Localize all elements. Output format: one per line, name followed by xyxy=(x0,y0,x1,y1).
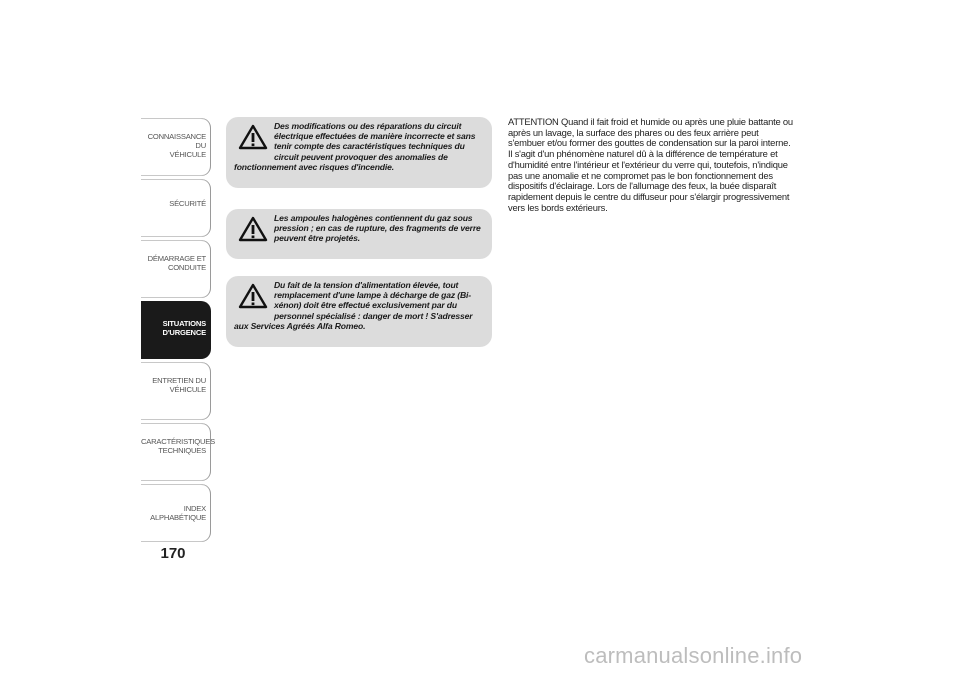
tab-label-line1: CONNAISSANCE DU xyxy=(147,132,206,150)
attention-paragraph: ATTENTION Quand il fait froid et humide ou après une pluie battante ou après un lavage, la surface des phares ou des feux arrière peut s'embuer et/ou former des gouttes de condensation sur la paroi interne. Il s'agit d'un phénomène naturel dû à la différence de température et d'humidité entre l'intérieur et l'extérieur du verre qui, toutefois, n'indique pas une anomalie et ne compromet pas le bon fonctionnement des dispositifs d'éclairage. Lors de l'allumage des feux, la buée disparaît rapidement depuis le centre du diffuseur pour s'élargir progressivement vers les bords extérieurs. xyxy=(508,116,793,213)
tab-label-line2: ALPHABÉTIQUE xyxy=(150,513,206,522)
tab-label-line1: CARACTÉRISTIQUES xyxy=(141,437,216,446)
tab-label-line1: INDEX xyxy=(183,504,206,513)
warning-box xyxy=(226,209,492,259)
warning-text: Les ampoules halogènes contiennent du gaz sous pression ; en cas de rupture, des fragments de verre peuvent être projetés. xyxy=(274,213,481,244)
tab-situations-d-urgence[interactable] xyxy=(141,301,211,359)
warning-triangle-icon xyxy=(234,283,272,313)
tab-demarrage-et-conduite[interactable] xyxy=(141,240,211,298)
tab-label-line2: TECHNIQUES xyxy=(158,446,206,455)
tab-label-line1: SITUATIONS xyxy=(162,319,206,328)
tab-label-line2: VÉHICULE xyxy=(169,150,206,159)
warning-text: Du fait de la tension d'alimentation élevée, tout remplacement d'une lampe à décharge de gaz (Bi-xénon) doit être effectué exclusivement par du personnel spécialisé : danger de mort ! S'adresser aux Services Agréés Alfa Romeo. xyxy=(234,280,473,331)
tab-label-line2: VÉHICULE xyxy=(169,385,206,394)
tab-securite[interactable] xyxy=(141,179,211,237)
tab-caracteristiques-techniques[interactable] xyxy=(141,423,216,481)
tab-label-line1: ENTRETIEN DU xyxy=(152,376,206,385)
tab-connaissance-du-vehicule[interactable] xyxy=(141,118,211,176)
tab-label-line2: D'URGENCE xyxy=(162,328,206,337)
page-number: 170 xyxy=(160,545,186,562)
tab-label-line1: DÉMARRAGE ET xyxy=(147,254,206,263)
warning-triangle-icon xyxy=(234,216,272,246)
warning-triangle-icon xyxy=(234,124,272,154)
tab-entretien-du-vehicule[interactable] xyxy=(141,362,211,420)
tab-label-line2: CONDUITE xyxy=(167,263,206,272)
warning-box xyxy=(226,117,492,188)
tab-label-line1: SÉCURITÉ xyxy=(169,199,206,208)
tab-index-alphabetique[interactable] xyxy=(141,484,211,542)
warning-text: Des modifications ou des réparations du circuit électrique effectuées de manière incorrecte et sans tenir compte des caractéristiques techniques du circuit peuvent provoquer des anomalies de fonctionnement avec risques d'incendie. xyxy=(234,121,476,172)
warning-box xyxy=(226,276,492,347)
section-tabs xyxy=(141,118,216,545)
watermark: carmanualsonline.info xyxy=(584,643,803,668)
